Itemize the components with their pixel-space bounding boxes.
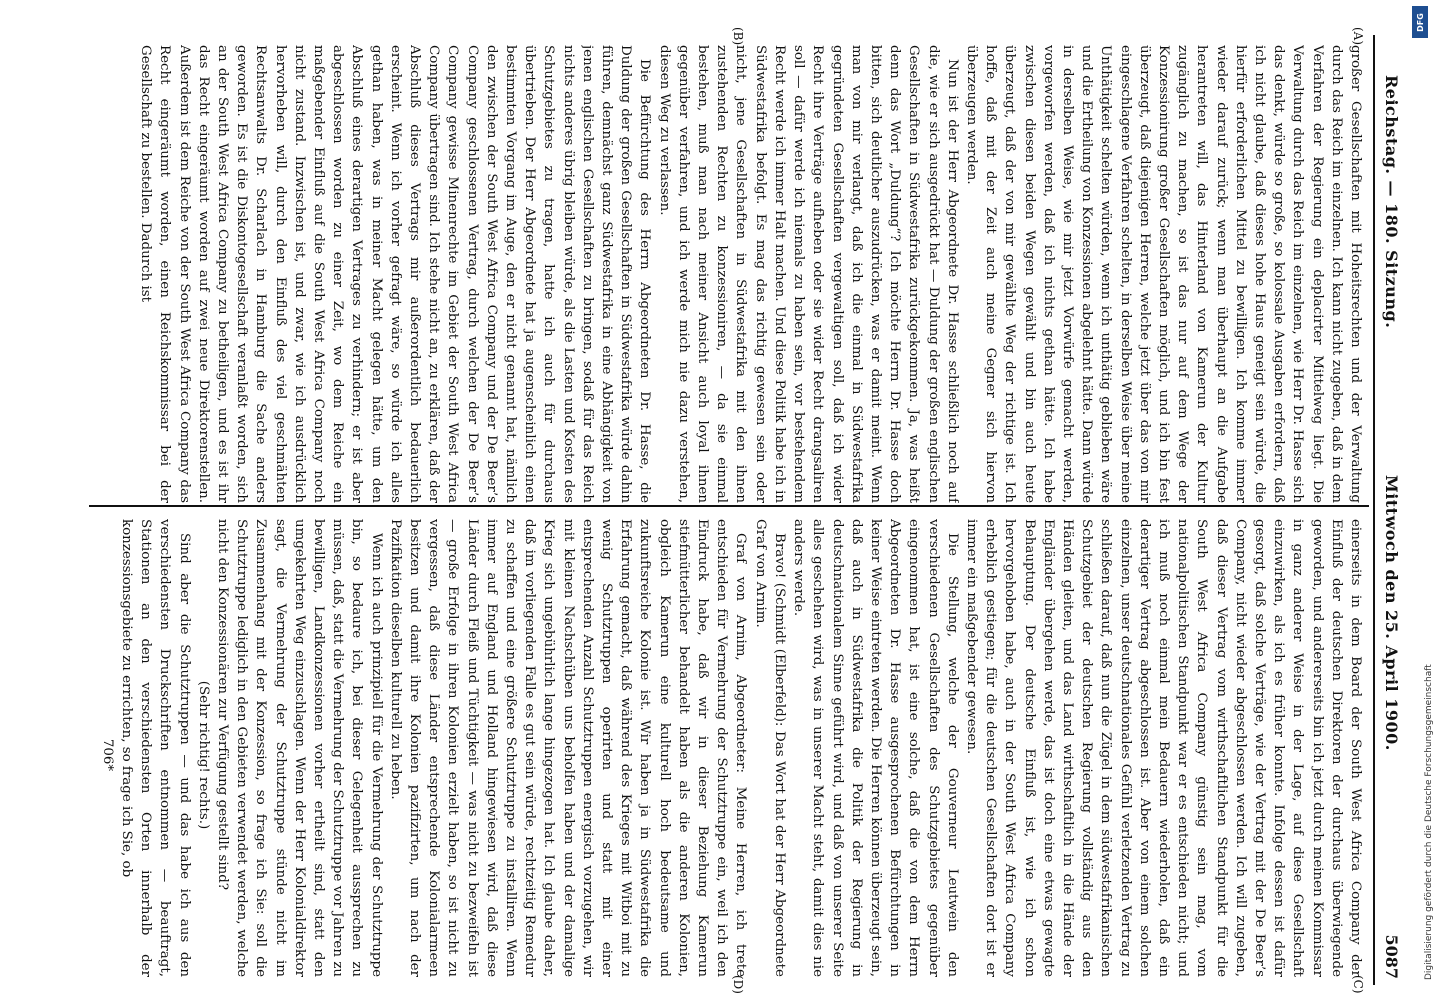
paragraph: Die Befürchtung des Herrn Abgeordneten Dr. Hasse, die Duldung der großen Gesellschaften in Südwestafrika würde dahin führen, demnächst ganz Südwestafrika in eine Abhängigkeit von jenen englischen Gesellschaften zu bringen, sodaß für das Reich nichts anderes übrig bleiben würde, als die Lasten und Kosten des Schutzgebietes zu tragen, hatte ich auch für durchaus übertrieben. Der Herr Abgeordnete hat ja augenscheinlich einen bestimmten Vorgang im Auge, den er nicht genannt hat, nämlich den zwischen der South West Africa Company und der De Beer’s Company geschlossenen Vertrag, durch welchen der De Beer’s Company gewisse Minenrechte im Gebiet der South West Africa Company übertragen sind. Ich stehe nicht an, zu erklären, daß der Abschluß dieses Vertrags mir außerordentlich bedauerlich erscheint. Wenn ich vorher gefragt wäre, so würde ich alles gethan haben, was in meiner Macht gelegen hätte, um den Abschluß eines derartigen Vertrages zu verhindern; er ist aber abgeschlossen worden zu einer Zeit, wo dem Reiche ein maßgebender Einfluß auf die South West Africa Company noch nicht zustand. Inzwischen ist, und zwar, wie ich ausdrücklich hervorheben will, durch den Einfluß des viel geschmähten Rechtsanwalts Dr. Scharlach in Hamburg die Sache anders geworden. Es ist die Diskontogesellschaft veranlaßt worden, sich an der South West Africa Company zu betheiligen, und es ist ihr das Recht eingeräumt worden auf zwei neue Direktorenstellen. Außerdem ist dem Reiche von der South West Africa Company das Recht eingeräumt worden, einen Reichskommissar bei der Gesellschaft zu bestellen. Dadurch ist [138,45,653,503]
rotated-page [75,27,1405,994]
column-divider [89,505,1369,507]
paragraph: Sind aber die Schutztruppen — und das habe ich aus den verschiedensten Druckschriften entnommen — beauftragt, Stationen an den verschiedensten Orten innerhalb der konzessionsgebiete zu errichten, so frage ich Sie, ob [119,519,192,977]
paragraph: Nun ist der Herr Abgeordnete Dr. Hasse schließlich noch auf die, wie er sich ausgedrückt hat — Duldung der großen englischen Gesellschaften in Südwestafrika zurückgekommen. Ja, was heißt denn das Wort „Duldung“? Ich möchte Herrn Dr. Hasse doch bitten, sich deutlicher auszudrücken, was er damit meint. Wenn man von mir verlangt, daß ich die einmal in Südwestafrika gegründeten Gesellschaften vergewaltigen soll, daß ich wider Recht ihre Verträge aufheben oder sie wider Recht drangsaliren soll — dafür werde ich niemals zu haben sein, vor bestehendem Recht werde ich immer Halt machen. Und diese Politik habe ich in Südwestafrika befolgt. Es mag das richtig gewesen sein oder nicht, jene Gesellschaften in Südwestafrika mit den ihnen zustehenden Rechten zu konzessioniren, — da sie einmal bestehen, muß man nach meiner Ansicht auch loyal ihnen gegenüber verfahren, und ich werde mich nie dazu verstehen, diesen Weg zu verlassen. [656,45,960,503]
left-column [95,45,1365,503]
page-number: 5087 [1382,934,1401,979]
paragraph: Wenn ich auch prinzipiell für die Vermehrung der Schutztruppe bin, so bedaure ich, bei dieser Gelegenheit aussprechen zu müssen, daß, statt die Vermehrung der Schutztruppe vor Jahren zu bewilligen, Landkonzessionen vorher ertheilt sind, statt den umgekehrten Weg einzuschlagen. Wenn der Herr Kolonialdirektor sagt, die Vermehrung der Schutztruppe stünde nicht im Zusammenhang mit der Konzession, so frage ich Sie: soll die Schutztruppe lediglich in den Gebieten verwendet werden, welche nicht den Konzessionären zur Verfügung gestellt sind? [215,519,384,977]
digitization-credit [1410,0,1434,1000]
header-date: Mittwoch den 25. April 1900. [1382,475,1401,751]
paragraph: Bravo! (Schmidt (Elberfeld): Das Wort hat der Herr Abgeordnete Graf von Arnim. [752,519,787,977]
credit-text: Digitalisierung gefördert durch die Deutsche Forschungsgemeinschaft [1424,664,1434,980]
dfg-logo-text: DFG [1415,12,1425,32]
margin-marker-c: (C) [1351,975,1365,994]
paragraph: Graf von Arnim, Abgeordneter: Meine Herren, ich trete entschieden für Vermehrung der Schutztruppe ein, weil ich den Eindruck habe, daß wir in dieser Beziehung Kamerun stiefmütterlicher behandelt haben als die anderen Kolonien, obgleich Kamerun eine kulturell hoch bedeutsame und zukunftsreiche Kolonie ist. Wir haben ja in Südwestafrika die Erfahrung gemacht, daß während des Krieges mit Witboi mit zu wenig Schutztruppen operirten und statt mit einer entsprechenden Anzahl Schutztruppen energisch vorzugehen, wir mit kleinen Nachschüben uns beholfen haben und der damalige Krieg sich ungebührlich lange hingezogen hat. Ich glaube daher, daß im vorliegenden Falle es gut sein würde, rechtzeitig Remedur zu schaffen und eine größere Schutztruppe zu installiren. Wenn immer auf England und Holland hingewiesen wird, daß diese Länder durch Fleiß und Tüchtigkeit — was nicht zu bezweifeln ist — große Erfolge in ihren Kolonien erzielt haben, so ist nicht zu vergessen, daß diese Länder entsprechende Kolonialarmeen besitzen und damit ihre Kolonien pazifizirten, um nach der Pazifikation dieselben kulturell zu heben. [387,519,749,977]
header-left: Reichstag. — 180. Sitzung. [1382,75,1401,329]
interjection: (Sehr richtig! rechts.) [195,680,211,830]
margin-marker-a: (A) [1351,27,1365,46]
margin-marker-d: (D) [731,975,745,994]
signature-mark: 706* [99,738,115,772]
paragraph: Die Stellung, welche der Gouverneur Leutwein den verschiedenen Gesellschaften des Schutzgebietes gegenüber eingenommen hat, ist eine solche, daß die von dem Herrn Abgeordneten Dr. Hasse ausgesprochenen Befürchtungen in keiner Weise eintreten werden. Die Herren können überzeugt sein, daß auch in Südwestafrika die Politik der Regierung in deutschnationalem Sinne geführt wird, und daß von unserer Seite alles geschehen wird, was in unserer Macht steht, damit dies nie anders werde. [791,519,960,977]
header-rule [1373,35,1375,985]
margin-marker-b: (B) [731,27,745,46]
paragraph: großer Gesellschaften mit Hoheitsrechten und der Verwaltung durch das Reich im einzelnen. Ich kann nicht zugeben, daß in dem Verfahren der Regierung ein deplacirter Mittelweg liegt. Die Verwaltung durch das Reich im einzelnen, wie Herr Dr. Hasse sich das denkt, würde so große, so kolossale Ausgaben erfordern, daß ich nicht glaube, daß dieses hohe Haus geneigt sein würde, die hierfür erforderlichen Mittel zu bewilligen. Ich komme immer wieder darauf zurück; wenn man überhaupt an die Aufgabe herantreten will, das Hinterland von Kamerun der Kultur zugänglich zu machen, so ist das nur auf dem Wege der Konzessionirung großer Gesellschaften möglich, und ich bin fest überzeugt, daß diejenigen Herren, welche jetzt über das von mir eingeschlagene Verfahren schelten, in derselben Weise über meine Unthätigkeit schelten würden, wenn ich unthätig geblieben wäre und die Ertheilung von Konzessionen abgelehnt hätte. Dann würde in derselben Weise, wie mir jetzt Vorwürfe gemacht werden, vorgeworfen werden, daß ich nichts gethan hätte. Ich habe zwischen diesen beiden Wegen gewählt und bin auch heute überzeugt, daß der von mir gewählte Weg der richtige ist. Ich hoffe, daß mit der Zeit auch meine Gegner sich hiervon überzeugen werden. [963,45,1363,503]
paragraph: einerseits in dem Board der South West Africa Company der Einfluß der deutschen Direktoren der durchaus überwiegende geworden, und andererseits bin ich jetzt durch meinen Kommissar in ganz anderer Weise in der Lage, auf diese Gesellschaft einzuwirken, als ich es früher konnte. Infolge dessen ist dafür gesorgt, daß solche Verträge, wie der Vertrag mit der De Beer’s Company, nicht wieder abgeschlossen werden. Ich will zugeben, daß dieser Vertrag vom wirthschaftlichen Standpunkt für die South West Africa Company günstig sein mag, vom nationalpolitischen Standpunkt war er es entschieden nicht; und ich muß noch einmal mein Bedauern wiederholen, daß ein derartiger Vertrag abgeschlossen ist. Aber von einem solchen einzelnen, unser deutschnationales Gefühl verletzenden Vertrag zu schließen darauf, daß nun die Zügel in dem südwestafrikanischen Schutzgebiet der deutschen Regierung vollständig aus den Händen gleiten, und das Land wirthschaftlich in die Hände der Engländer übergehen werde, das ist doch eine etwas gewagte Behauptung. Der deutsche Einfluß ist, wie ich schon hervorgehoben habe, auch in der South West Africa Company erheblich gestiegen; für die deutschen Gesellschaften dort ist er immer ein maßgebender gewesen. [963,519,1363,977]
running-header [1375,35,1405,985]
right-column [95,519,1365,977]
